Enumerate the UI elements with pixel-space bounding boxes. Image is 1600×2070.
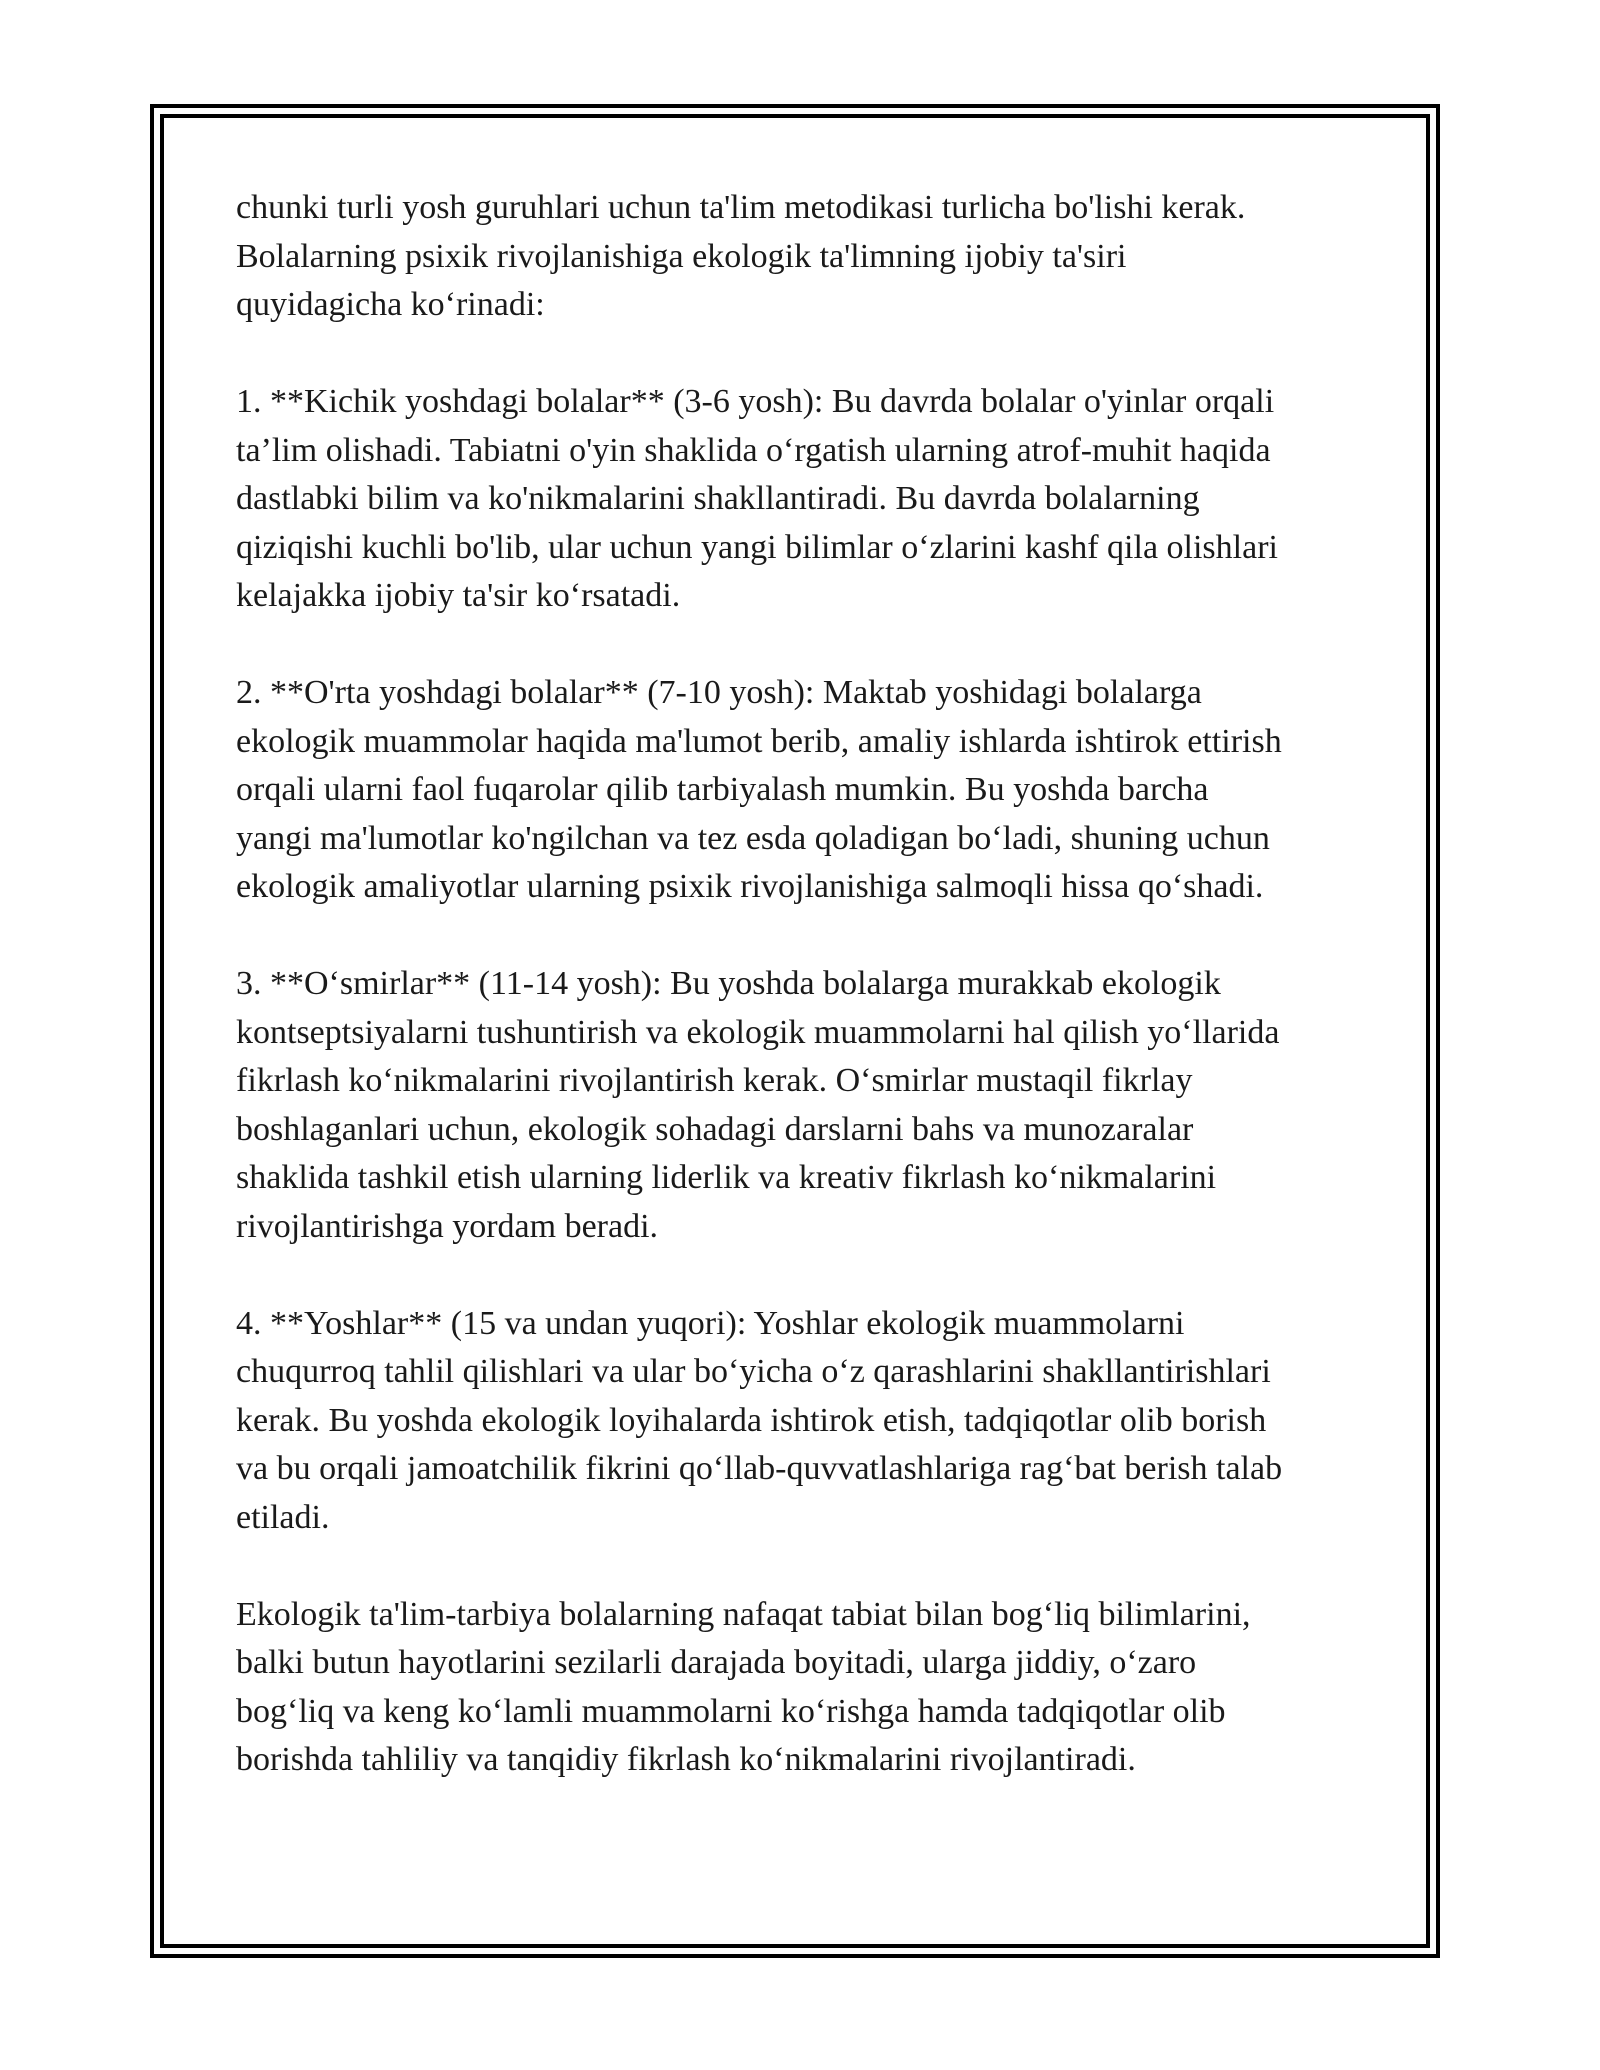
- text-line: 1. **Kichik yoshdagi bolalar** (3-6 yosh): Bu davrda bolalar o'yinlar orqali: [236, 383, 1275, 420]
- text-line: kontseptsiyalarni tushuntirish va ekologik muammolarni hal qilish yo‘llarida: [236, 1013, 1280, 1051]
- text-line: chuqurroq tahlil qilishlari va ular bo‘yicha o‘z qarashlarini shakllantirishlari: [236, 1353, 1271, 1390]
- text-line: dastlabki bilim va ko'nikmalarini shakllantiradi. Bu davrda bolalarning: [236, 480, 1200, 517]
- paragraph-item-4: [236, 1300, 1376, 1543]
- text-line: qiziqishi kuchli bo'lib, ular uchun yangi bilimlar o‘zlarini kashf qila olishlari: [236, 528, 1278, 566]
- text-line: ekologik amaliyotlar ularning psixik rivojlanishiga salmoqli hissa qo‘shadi.: [236, 868, 1264, 905]
- text-line: Bolalarning psixik rivojlanishiga ekologik ta'limning ijobiy ta'siri: [236, 237, 1127, 275]
- text-line: borishda tahliliy va tanqidiy fikrlash ko‘nikmalarini rivojlantiradi.: [236, 1741, 1136, 1778]
- text-line: ta’lim olishadi. Tabiatni o'yin shaklida o‘rgatish ularning atrof-muhit haqida: [236, 431, 1271, 469]
- text-line: fikrlash ko‘nikmalarini rivojlantirish kerak. O‘smirlar mustaqil fikrlay: [236, 1062, 1193, 1099]
- paragraph-intro: [236, 184, 1376, 330]
- text-line: Ekologik ta'lim-tarbiya bolalarning nafaqat tabiat bilan bog‘liq bilimlarini,: [236, 1595, 1251, 1633]
- text-line: balki butun hayotlarini sezilarli darajada boyitadi, ularga jiddiy, o‘zaro: [236, 1644, 1197, 1681]
- text-line: orqali ularni faol fuqarolar qilib tarbiyalash mumkin. Bu yoshda barcha: [236, 771, 1209, 808]
- text-line: yangi ma'lumotlar ko'ngilchan va tez esda qoladigan bo‘ladi, shuning uchun: [236, 819, 1270, 857]
- document-body: [236, 184, 1376, 1833]
- text-line: 4. **Yoshlar** (15 va undan yuqori): Yoshlar ekologik muammolarni: [236, 1304, 1185, 1342]
- text-line: 3. **O‘smirlar** (11-14 yosh): Bu yoshda bolalarga murakkab ekologik: [236, 965, 1221, 1002]
- paragraph-item-3: [236, 960, 1376, 1251]
- text-line: kelajakka ijobiy ta'sir ko‘rsatadi.: [236, 577, 681, 614]
- paragraph-conclusion: [236, 1591, 1376, 1785]
- text-line: chunki turli yosh guruhlari uchun ta'lim metodikasi turlicha bo'lishi kerak.: [236, 189, 1246, 226]
- paragraph-item-1: [236, 378, 1376, 621]
- text-line: rivojlantirishga yordam beradi.: [236, 1207, 659, 1245]
- text-line: ekologik muammolar haqida ma'lumot berib, amaliy ishlarda ishtirok ettirish: [236, 722, 1282, 760]
- text-line: bog‘liq va keng ko‘lamli muammolarni ko‘rishga hamda tadqiqotlar olib: [236, 1692, 1226, 1730]
- text-line: boshlaganlari uchun, ekologik sohadagi darslarni bahs va munozaralar: [236, 1110, 1194, 1148]
- paragraph-item-2: [236, 669, 1376, 912]
- text-line: etiladi.: [236, 1498, 330, 1536]
- text-line: shaklida tashkil etish ularning liderlik va kreativ fikrlash ko‘nikmalarini: [236, 1159, 1217, 1196]
- text-line: 2. **O'rta yoshdagi bolalar** (7-10 yosh): Maktab yoshidagi bolalarga: [236, 674, 1202, 711]
- text-line: quyidagicha ko‘rinadi:: [236, 286, 545, 323]
- text-line: kerak. Bu yoshda ekologik loyihalarda ishtirok etish, tadqiqotlar olib borish: [236, 1401, 1267, 1439]
- text-line: va bu orqali jamoatchilik fikrini qo‘llab-quvvatlashlariga rag‘bat berish talab: [236, 1450, 1283, 1487]
